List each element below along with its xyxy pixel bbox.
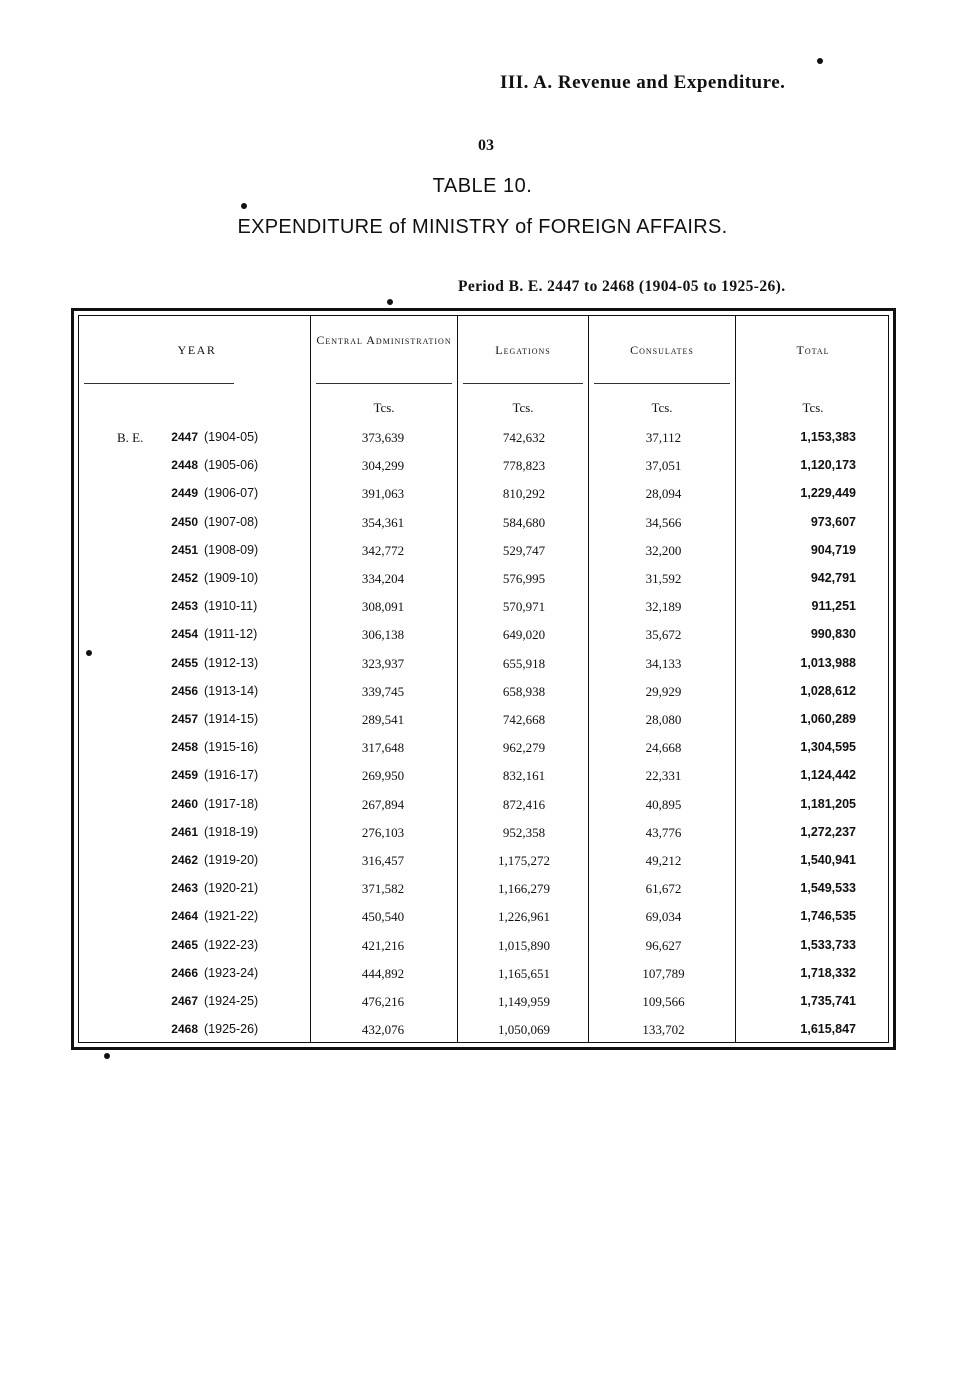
table-row: [74, 797, 899, 825]
print-speck: [241, 203, 247, 209]
cell-legations: 584,680: [502, 514, 546, 530]
cell-legations: 810,292: [502, 486, 546, 502]
cell-total: 1,615,847: [800, 1022, 856, 1037]
year-ce: (1912-13): [204, 655, 259, 670]
cell-total: 1,060,289: [800, 712, 856, 726]
year-be: 2450: [171, 514, 198, 529]
year-ce: (1920-21): [204, 881, 259, 896]
table-row: [74, 966, 899, 994]
cell-legations: 1,226,961: [498, 909, 550, 925]
column-header-central: Central Administration: [316, 333, 452, 347]
header-rule: [594, 383, 730, 384]
table-row: [74, 627, 899, 655]
cell-total: 1,120,173: [800, 458, 856, 473]
year-ce: (1913-14): [204, 683, 259, 698]
table-row: [74, 881, 899, 909]
cell-total: 942,791: [810, 571, 856, 585]
cell-legations: 962,279: [502, 740, 546, 756]
cell-consulates: 37,112: [645, 430, 682, 445]
cell-legations: 1,149,959: [498, 994, 550, 1009]
year-be: 2461: [171, 824, 198, 839]
cell-central: 276,103: [361, 824, 405, 840]
year-ce: (1925-26): [204, 1022, 259, 1037]
cell-legations: 655,918: [502, 655, 546, 671]
cell-legations: 576,995: [502, 571, 546, 586]
cell-consulates: 107,789: [642, 965, 685, 981]
cell-total: 1,181,205: [800, 796, 856, 811]
table-row: [74, 994, 899, 1022]
cell-consulates: 29,929: [645, 683, 682, 699]
year-be: 2467: [171, 994, 198, 1008]
year-ce: (1904-05): [204, 430, 259, 444]
cell-central: 308,091: [361, 599, 405, 615]
cell-legations: 832,161: [502, 768, 546, 784]
cell-legations: 872,416: [502, 796, 546, 812]
cell-legations: 778,823: [502, 458, 546, 474]
cell-total: 1,746,535: [800, 909, 856, 924]
column-header-total: Total: [796, 343, 830, 357]
unit-label: Tcs.: [512, 400, 534, 415]
cell-consulates: 28,080: [645, 712, 682, 727]
cell-legations: 529,747: [502, 542, 546, 558]
cell-central: 432,076: [361, 1022, 405, 1038]
cell-consulates: 32,200: [645, 542, 682, 558]
year-be: 2465: [171, 937, 198, 952]
cell-central: 342,772: [361, 542, 405, 558]
year-be: 2464: [171, 909, 198, 924]
cell-total: 1,304,595: [800, 740, 856, 755]
cell-legations: 1,175,272: [498, 853, 550, 868]
table-row: [74, 909, 899, 937]
running-head: III. A. Revenue and Expenditure.: [500, 72, 786, 93]
cell-consulates: 22,331: [645, 768, 682, 784]
cell-consulates: 61,672: [645, 881, 682, 897]
year-ce: (1916-17): [204, 768, 259, 783]
year-be: 2460: [171, 796, 198, 811]
cell-total: 904,719: [810, 542, 856, 557]
cell-legations: 1,166,279: [498, 881, 550, 897]
page-number: 03: [478, 137, 494, 154]
cell-legations: 570,971: [502, 599, 546, 615]
year-be: 2466: [171, 965, 198, 980]
year-be: 2459: [171, 768, 198, 783]
cell-central: 269,950: [361, 768, 405, 784]
cell-consulates: 31,592: [645, 571, 682, 586]
year-be: 2454: [171, 627, 198, 642]
cell-legations: 742,668: [502, 712, 546, 727]
year-be: 2448: [171, 458, 198, 473]
cell-central: 421,216: [361, 937, 405, 953]
cell-legations: 658,938: [502, 683, 546, 699]
cell-central: 391,063: [361, 486, 405, 502]
cell-consulates: 32,189: [645, 599, 682, 615]
year-ce: (1923-24): [204, 965, 259, 980]
table-row: [74, 1022, 899, 1050]
cell-central: 354,361: [361, 514, 405, 530]
year-ce: (1910-11): [204, 599, 258, 614]
year-be: 2468: [171, 1022, 198, 1037]
cell-central: 289,541: [361, 712, 405, 727]
table-row: [74, 543, 899, 571]
cell-total: 1,533,733: [800, 937, 856, 952]
table-label: TABLE 10.: [432, 175, 533, 197]
cell-consulates: 133,702: [642, 1022, 685, 1038]
table-row: [74, 599, 899, 627]
cell-consulates: 96,627: [645, 937, 682, 953]
year-ce: (1918-19): [204, 824, 259, 839]
table-row: [74, 684, 899, 712]
cell-consulates: 35,672: [645, 627, 682, 643]
cell-central: 304,299: [361, 458, 405, 474]
table-row: [74, 458, 899, 486]
year-be: 2458: [171, 740, 198, 755]
cell-central: 317,648: [361, 740, 405, 756]
period-line: Period B. E. 2447 to 2468 (1904-05 to 1925-26).: [458, 278, 786, 295]
cell-legations: 1,050,069: [498, 1022, 550, 1038]
year-prefix: B. E.: [117, 430, 144, 445]
cell-total: 911,251: [811, 599, 856, 614]
cell-total: 1,153,383: [800, 430, 856, 444]
cell-central: 267,894: [361, 796, 405, 812]
cell-central: 476,216: [361, 994, 405, 1009]
cell-consulates: 24,668: [645, 740, 682, 756]
print-speck: [104, 1053, 110, 1059]
cell-central: 450,540: [361, 909, 405, 925]
cell-total: 1,028,612: [800, 683, 856, 698]
cell-total: 1,124,442: [800, 768, 856, 783]
cell-total: 1,735,741: [800, 994, 856, 1008]
print-speck: [86, 650, 92, 656]
year-ce: (1924-25): [204, 994, 259, 1008]
cell-total: 1,013,988: [800, 655, 856, 670]
table-row: [74, 515, 899, 543]
cell-consulates: 43,776: [645, 824, 682, 840]
year-ce: (1908-09): [204, 542, 259, 557]
cell-central: 444,892: [361, 965, 405, 981]
cell-central: 373,639: [361, 430, 405, 445]
print-speck: [817, 58, 823, 64]
table-title: EXPENDITURE of MINISTRY of FOREIGN AFFAIRS.: [237, 216, 728, 238]
cell-central: 316,457: [361, 853, 405, 868]
column-header-legations: Legations: [495, 343, 551, 357]
cell-central: 371,582: [361, 881, 405, 897]
cell-consulates: 40,895: [645, 796, 682, 812]
year-ce: (1909-10): [204, 571, 259, 585]
cell-consulates: 37,051: [645, 458, 682, 474]
table-row: [74, 486, 899, 514]
cell-central: 339,745: [361, 683, 405, 699]
table-row: [74, 571, 899, 599]
table-row: [74, 938, 899, 966]
year-be: 2451: [171, 542, 198, 557]
header-rule: [316, 383, 452, 384]
cell-consulates: 28,094: [645, 486, 682, 502]
cell-central: 334,204: [361, 571, 405, 586]
cell-legations: 649,020: [502, 627, 546, 643]
table-row: [74, 740, 899, 768]
year-ce: (1915-16): [204, 740, 259, 755]
cell-total: 990,830: [810, 627, 856, 642]
cell-total: 973,607: [810, 514, 856, 529]
table-frame: [71, 308, 896, 1050]
unit-label: Tcs.: [651, 400, 673, 415]
table-row: [74, 656, 899, 684]
table-row: [74, 825, 899, 853]
cell-legations: 952,358: [502, 824, 546, 840]
year-be: 2453: [171, 599, 198, 614]
table-row: [74, 853, 899, 881]
cell-consulates: 34,566: [645, 514, 682, 530]
column-header-consulates: Consulates: [630, 343, 694, 357]
year-ce: (1906-07): [204, 486, 259, 501]
cell-total: 1,272,237: [800, 824, 856, 839]
cell-consulates: 34,133: [645, 655, 682, 671]
cell-total: 1,718,332: [800, 965, 856, 980]
cell-consulates: 109,566: [642, 994, 685, 1009]
cell-legations: 1,015,890: [498, 937, 550, 953]
year-ce: (1921-22): [204, 909, 259, 924]
year-be: 2457: [171, 712, 198, 726]
cell-consulates: 49,212: [645, 853, 682, 868]
cell-total: 1,549,533: [800, 881, 856, 896]
year-ce: (1922-23): [204, 937, 259, 952]
year-be: 2447: [171, 430, 198, 444]
table-row: [74, 768, 899, 796]
year-ce: (1911-12): [204, 627, 258, 642]
year-be: 2463: [171, 881, 198, 896]
cell-legations: 1,165,651: [498, 965, 550, 981]
cell-legations: 742,632: [502, 430, 546, 445]
print-speck: [387, 299, 393, 305]
year-ce: (1919-20): [204, 853, 259, 867]
cell-total: 1,229,449: [800, 486, 856, 501]
table-row: [74, 712, 899, 740]
year-ce: (1905-06): [204, 458, 259, 473]
year-ce: (1917-18): [204, 796, 259, 811]
year-be: 2455: [171, 655, 198, 670]
year-be: 2452: [171, 571, 198, 585]
year-be: 2462: [171, 853, 198, 867]
year-be: 2456: [171, 683, 198, 698]
unit-label: Tcs.: [802, 400, 824, 415]
year-be: 2449: [171, 486, 198, 501]
header-rule: [84, 383, 234, 384]
cell-total: 1,540,941: [800, 853, 856, 867]
table-row: [74, 430, 899, 458]
unit-label: Tcs.: [373, 400, 395, 415]
year-ce: (1907-08): [204, 514, 259, 529]
cell-consulates: 69,034: [645, 909, 682, 925]
cell-central: 306,138: [361, 627, 405, 643]
header-rule: [463, 383, 583, 384]
year-ce: (1914-15): [204, 712, 259, 726]
cell-central: 323,937: [361, 655, 405, 671]
column-header-year: YEAR: [177, 343, 217, 357]
